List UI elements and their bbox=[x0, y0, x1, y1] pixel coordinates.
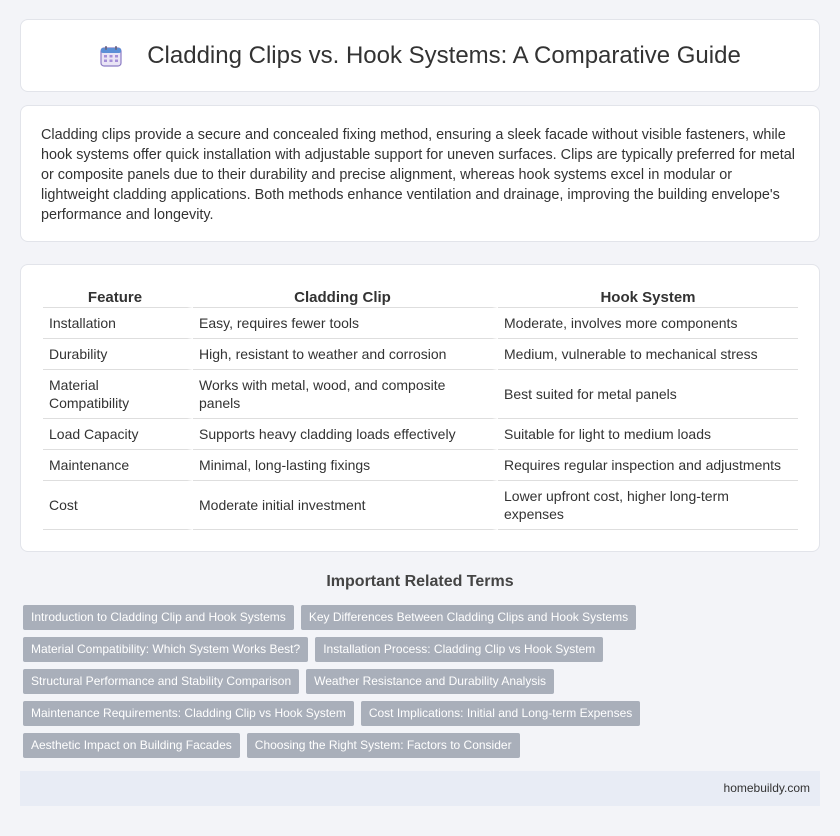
related-term-tag[interactable]: Material Compatibility: Which System Works Best? bbox=[23, 637, 308, 662]
related-term-tag[interactable]: Weather Resistance and Durability Analysis bbox=[306, 669, 554, 694]
feature-cell: Installation bbox=[43, 308, 193, 339]
related-term-tag[interactable]: Structural Performance and Stability Comparison bbox=[23, 669, 299, 694]
header-card bbox=[20, 19, 820, 92]
related-terms-heading: Important Related Terms bbox=[326, 573, 514, 590]
feature-cell: Material Compatibility bbox=[43, 370, 193, 419]
related-term-tag[interactable]: Key Differences Between Cladding Clips and Hook Systems bbox=[301, 605, 636, 630]
feature-cell: Load Capacity bbox=[43, 419, 193, 450]
page-title: Cladding Clips vs. Hook Systems: A Comparative Guide bbox=[147, 41, 741, 69]
footer bbox=[20, 771, 820, 806]
clip-cell: Minimal, long-lasting fixings bbox=[193, 450, 498, 481]
hook-cell: Medium, vulnerable to mechanical stress bbox=[498, 339, 798, 370]
clip-cell: Easy, requires fewer tools bbox=[193, 308, 498, 339]
hook-cell: Suitable for light to medium loads bbox=[498, 419, 798, 450]
comparison-card bbox=[20, 264, 820, 552]
hook-cell: Moderate, involves more components bbox=[498, 308, 798, 339]
feature-cell: Maintenance bbox=[43, 450, 193, 481]
clip-cell: Supports heavy cladding loads effectively bbox=[193, 419, 498, 450]
title-wrap bbox=[99, 42, 741, 70]
comparison-table bbox=[43, 287, 798, 530]
table-header-row bbox=[43, 287, 798, 308]
table-row bbox=[43, 339, 798, 370]
feature-cell: Cost bbox=[43, 481, 193, 530]
feature-cell: Durability bbox=[43, 339, 193, 370]
related-term-tag[interactable]: Choosing the Right System: Factors to Consider bbox=[247, 733, 520, 758]
table-row bbox=[43, 481, 798, 530]
header-cladding-clip: Cladding Clip bbox=[193, 287, 498, 308]
table-row bbox=[43, 308, 798, 339]
header-feature: Feature bbox=[43, 287, 193, 308]
calendar-icon bbox=[99, 44, 123, 68]
table-row bbox=[43, 450, 798, 481]
table-row bbox=[43, 419, 798, 450]
related-term-tag[interactable]: Cost Implications: Initial and Long-term Expenses bbox=[361, 701, 640, 726]
hook-cell: Lower upfront cost, higher long-term expenses bbox=[498, 481, 798, 530]
clip-cell: High, resistant to weather and corrosion bbox=[193, 339, 498, 370]
hook-cell: Best suited for metal panels bbox=[498, 370, 798, 419]
related-terms-list bbox=[23, 605, 643, 765]
related-term-tag[interactable]: Maintenance Requirements: Cladding Clip vs Hook System bbox=[23, 701, 354, 726]
hook-cell: Requires regular inspection and adjustments bbox=[498, 450, 798, 481]
clip-cell: Moderate initial investment bbox=[193, 481, 498, 530]
related-term-tag[interactable]: Introduction to Cladding Clip and Hook Systems bbox=[23, 605, 294, 630]
related-term-tag[interactable]: Installation Process: Cladding Clip vs Hook System bbox=[315, 637, 603, 662]
header-hook-system: Hook System bbox=[498, 287, 798, 308]
intro-paragraph: Cladding clips provide a secure and concealed fixing method, ensuring a sleek facade without visible fasteners, while hook systems offer quick installation with adjustable support for uneven surfaces. Clips are typically preferred for metal or composite panels due to their durability and precise alignment, whereas hook systems excel in modular or lightweight cladding applications. Both methods enhance ventilation and drainage, improving the building envelope's performance and longevity. bbox=[41, 127, 796, 223]
table-row bbox=[43, 370, 798, 419]
footer-site-link[interactable]: homebuildy.com bbox=[723, 781, 810, 795]
intro-card bbox=[20, 105, 820, 242]
related-term-tag[interactable]: Aesthetic Impact on Building Facades bbox=[23, 733, 240, 758]
clip-cell: Works with metal, wood, and composite panels bbox=[193, 370, 498, 419]
